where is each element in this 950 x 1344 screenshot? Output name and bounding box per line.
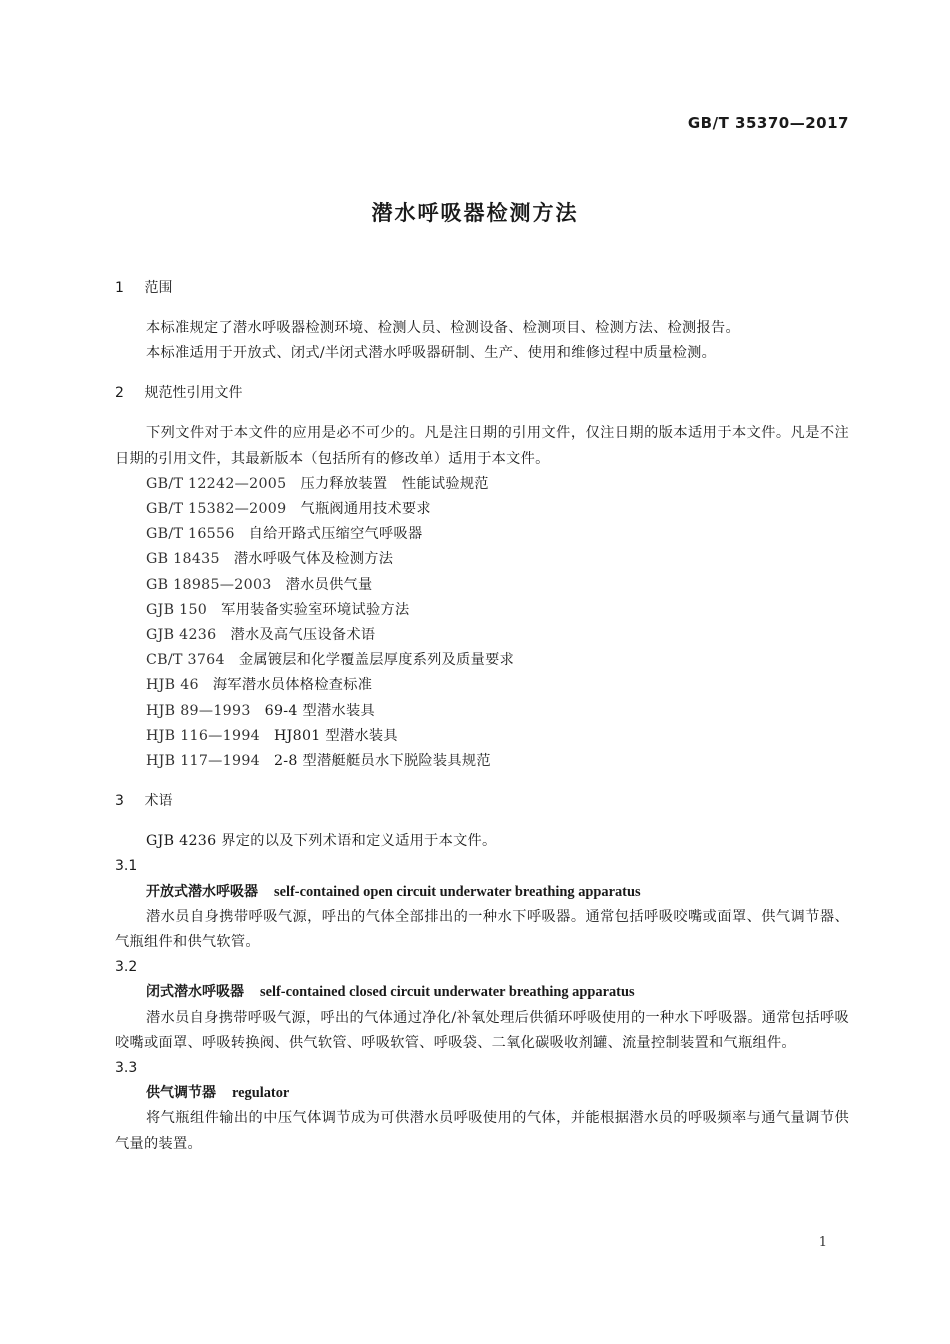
section-heading-normative <box>115 381 849 406</box>
document-body <box>115 276 849 1157</box>
term-english: self-contained closed circuit underwater breathing apparatus <box>260 984 635 1001</box>
reference-code: GJB 4236 <box>146 627 217 644</box>
reference-title: 气瓶阀通用技术要求 <box>300 501 431 518</box>
reference-code: GB 18435 <box>146 551 220 568</box>
term-chinese: 闭式潜水呼吸器 <box>146 984 244 1001</box>
reference-item <box>115 699 849 724</box>
term-english: self-contained open circuit underwater breathing apparatus <box>274 883 641 900</box>
reference-code: HJB 89—1993 <box>146 702 251 719</box>
reference-item <box>115 623 849 648</box>
reference-item <box>115 673 849 698</box>
term-definition: 将气瓶组件输出的中压气体调节成为可供潜水员呼吸使用的气体，并能根据潜水员的呼吸频率与通气量调节供气量的装置。 <box>115 1110 849 1152</box>
reference-item <box>115 749 849 774</box>
reference-code: HJB 46 <box>146 677 199 694</box>
paragraph: 下列文件对于本文件的应用是必不可少的。凡是注日期的引用文件，仅注日期的版本适用于本文件。凡是不注日期的引用文件，其最新版本（包括所有的修改单）适用于本文件。 <box>115 425 849 467</box>
reference-item <box>115 724 849 749</box>
document-title: 潜水呼吸器检测方法 <box>371 201 579 225</box>
term-title <box>115 1081 849 1106</box>
section-heading-terms <box>115 789 849 814</box>
term-definition: 潜水员自身携带呼吸气源，呼出的气体全部排出的一种水下呼吸器。通常包括呼吸咬嘴或面罩、供气调节器、气瓶组件和供气软管。 <box>115 908 849 951</box>
section-title: 规范性引用文件 <box>144 385 243 402</box>
reference-item <box>115 598 849 623</box>
term-entry <box>115 1056 849 1157</box>
section-number: 3 <box>115 793 124 810</box>
reference-code: HJB 116—1994 <box>146 727 260 744</box>
reference-item <box>115 573 849 598</box>
reference-code: GJB 150 <box>146 601 208 618</box>
reference-code: CB/T 3764 <box>146 652 225 669</box>
term-definition: 潜水员自身携带呼吸气源，呼出的气体通过净化/补氧处理后供循环呼吸使用的一种水下呼吸器。通常包括呼吸咬嘴或面罩、呼吸转换阀、供气软管、呼吸软管、呼吸袋、二氧化碳吸收剂罐、流量控制装置和气瓶组件。 <box>115 1009 849 1051</box>
section-title: 范围 <box>144 280 173 296</box>
reference-item <box>115 472 849 497</box>
reference-code: GB/T 15382—2009 <box>146 501 287 518</box>
term-number: 3.3 <box>115 1060 138 1077</box>
reference-title: 金属镀层和化学覆盖层厚度系列及质量要求 <box>238 652 515 669</box>
term-title <box>115 980 849 1005</box>
reference-code: HJB 117—1994 <box>146 753 260 770</box>
reference-list <box>115 472 849 774</box>
reference-title: 海军潜水员体格检查标准 <box>212 677 373 694</box>
section-heading-scope <box>115 276 849 301</box>
reference-title: 2-8 型潜艇艇员水下脱险装具规范 <box>273 753 491 770</box>
paragraph: 本标准适用于开放式、闭式/半闭式潜水呼吸器研制、生产、使用和维修过程中质量检测。 <box>146 345 717 362</box>
standard-code: GB/T 35370—2017 <box>687 114 849 132</box>
term-title <box>115 880 849 905</box>
section-number: 1 <box>115 280 124 296</box>
paragraph: 本标准规定了潜水呼吸器检测环境、检测人员、检测设备、检测项目、检测方法、检测报告。 <box>146 320 740 336</box>
reference-code: GB/T 16556 <box>146 526 235 543</box>
term-chinese: 供气调节器 <box>146 1085 216 1102</box>
reference-code: GB/T 12242—2005 <box>146 475 287 492</box>
term-chinese: 开放式潜水呼吸器 <box>146 883 258 900</box>
reference-title: 压力释放装置 性能试验规范 <box>300 475 489 492</box>
reference-title: 潜水及高气压设备术语 <box>230 627 376 644</box>
reference-item <box>115 547 849 572</box>
reference-title: 潜水呼吸气体及检测方法 <box>233 551 394 568</box>
reference-item <box>115 522 849 547</box>
term-entry <box>115 854 849 955</box>
reference-title: 潜水员供气量 <box>285 576 373 593</box>
term-english: regulator <box>232 1085 290 1102</box>
page-number: 1 <box>818 1235 827 1250</box>
term-entry <box>115 955 849 1056</box>
paragraph: GJB 4236 界定的以及下列术语和定义适用于本文件。 <box>146 833 497 850</box>
reference-item <box>115 648 849 673</box>
term-number: 3.2 <box>115 959 138 976</box>
section-title: 术语 <box>144 793 173 810</box>
section-number: 2 <box>115 385 124 402</box>
reference-title: 军用装备实验室环境试验方法 <box>221 601 410 618</box>
reference-code: GB 18985—2003 <box>146 576 272 593</box>
reference-title: HJ801 型潜水装具 <box>273 727 398 744</box>
term-number: 3.1 <box>115 858 138 875</box>
reference-title: 自给开路式压缩空气呼吸器 <box>248 526 423 543</box>
reference-item <box>115 497 849 522</box>
reference-title: 69-4 型潜水装具 <box>264 702 375 719</box>
